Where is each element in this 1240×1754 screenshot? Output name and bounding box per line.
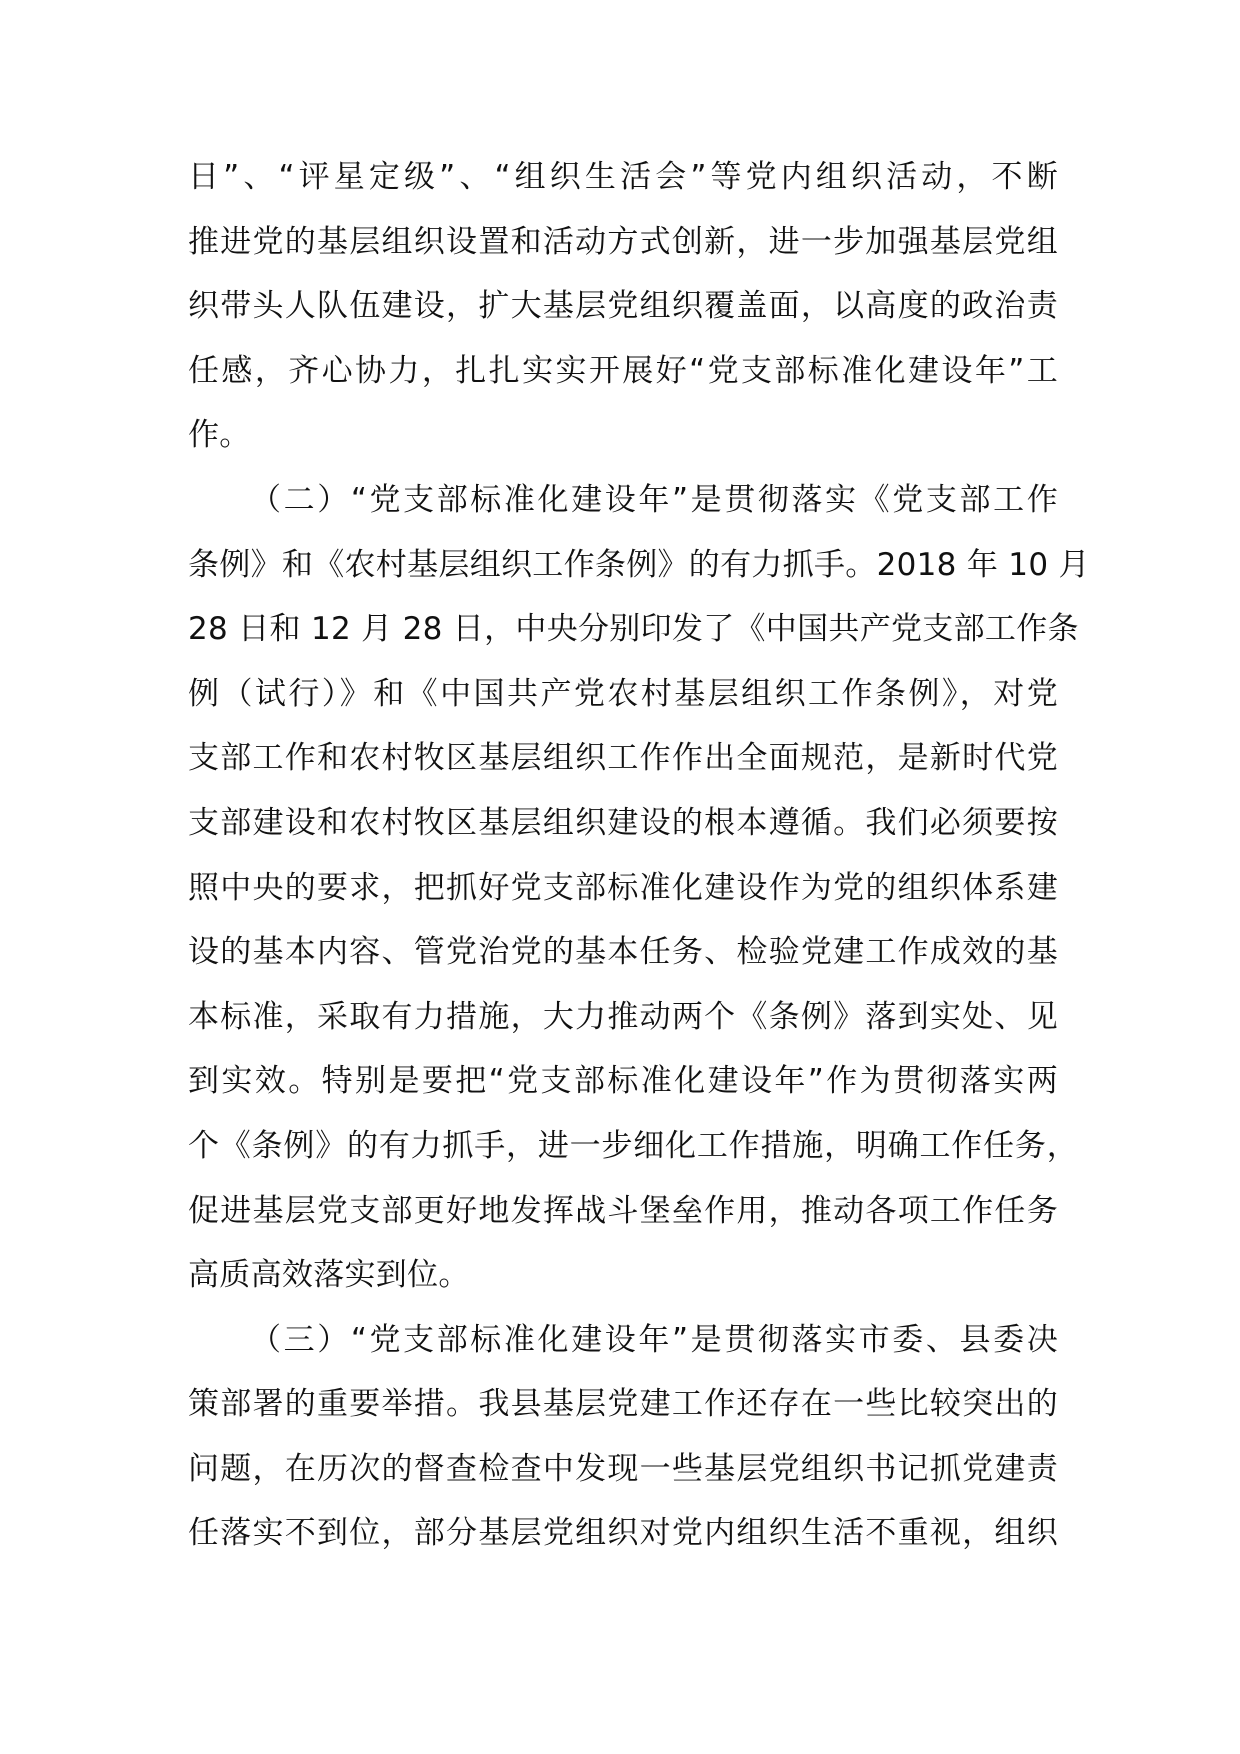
text-line: 到实效。特别是要把“党支部标准化建设年”作为贯彻落实两 [188, 1063, 1058, 1100]
body-text [188, 145, 1090, 1566]
text-line: 例（试行）》和《中国共产党农村基层组织工作条例》，对党 [188, 675, 1058, 712]
text-line: 问题，在历次的督查检查中发现一些基层党组织书记抓党建责 [188, 1450, 1058, 1487]
text-line: 日”、“评星定级”、“组织生活会”等党内组织活动，不断 [188, 159, 1058, 195]
paragraph-first-line: （二）“党支部标准化建设年”是贯彻落实《党支部工作 [250, 481, 1058, 518]
paragraph-first-line: （三）“党支部标准化建设年”是贯彻落实市委、县委决 [250, 1321, 1058, 1358]
text-line: 照中央的要求，把抓好党支部标准化建设作为党的组织体系建 [188, 869, 1058, 906]
text-line: 支部建设和农村牧区基层组织建设的根本遵循。我们必须要按 [188, 804, 1058, 841]
text-line: 高质高效落实到位。 [188, 1257, 470, 1294]
text-line: 织带头人队伍建设，扩大基层党组织覆盖面，以高度的政治责 [188, 288, 1058, 325]
text-line: 条例》和《农村基层组织工作条例》的有力抓手。2018 年 10 月 [188, 546, 1090, 583]
text-line: 支部工作和农村牧区基层组织工作作出全面规范，是新时代党 [188, 740, 1058, 777]
text-line: 28 日和 12 月 28 日，中央分别印发了《中国共产党支部工作条 [188, 611, 1079, 648]
text-line: 促进基层党支部更好地发挥战斗堡垒作用，推动各项工作任务 [188, 1192, 1058, 1229]
text-line: 作。 [188, 417, 251, 454]
text-line: 设的基本内容、管党治党的基本任务、检验党建工作成效的基 [188, 934, 1058, 971]
text-line: 个《条例》的有力抓手，进一步细化工作措施，明确工作任务， [188, 1127, 1078, 1164]
text-line: 策部署的重要举措。我县基层党建工作还存在一些比较突出的 [188, 1386, 1058, 1423]
text-line: 推进党的基层组织设置和活动方式创新，进一步加强基层党组 [188, 223, 1058, 260]
text-line: 本标准，采取有力措施，大力推动两个《条例》落到实处、见 [188, 998, 1058, 1035]
text-line: 任落实不到位，部分基层党组织对党内组织生活不重视，组织 [188, 1515, 1058, 1552]
text-line: 任感，齐心协力，扎扎实实开展好“党支部标准化建设年”工 [188, 352, 1058, 389]
